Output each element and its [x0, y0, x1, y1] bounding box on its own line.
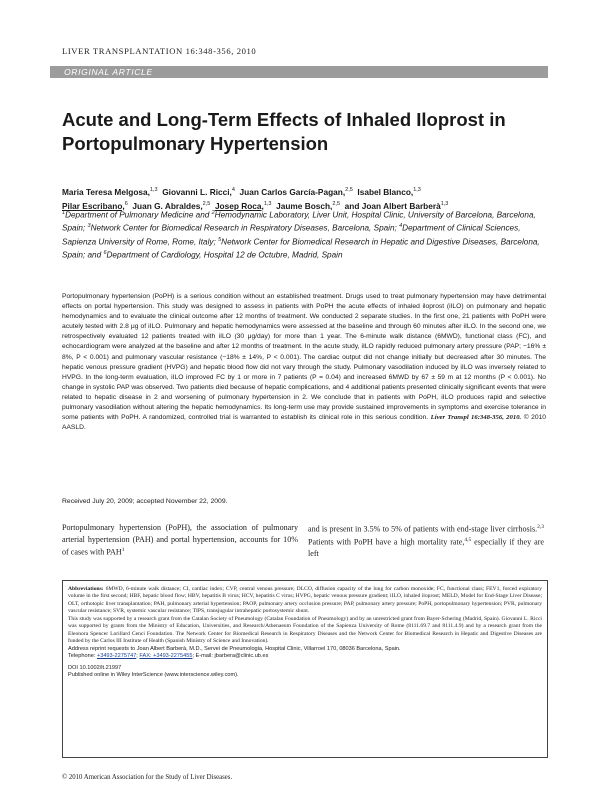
author: Juan G. Abraldes,$^{2,5}$	[132, 200, 211, 211]
funding-note: This study was supported by a research grant from the Catalan Society of Pneumology (Catalan Foundation of Pneumology) and by an unrestricted grant from Bayer-Schering (Madrid, Spain). Giovanni L. Ricci was supported by grants from the Ministry of Education, Universities, and Research/Athenaeum Foundation of the Sapienza University of Rome (8111.69.7 and 8111.4.9) and by a research grant from the Eleonora Spencer Lorillard Cenci Foundation. The Network Center for Biomedical Research in Respiratory Diseases and the Network Center for Biomedical Research in Hepatic and Digestive Diseases are funded by the Carlos III Institute of Health (Spanish Ministry of Science and Innovation).	[68, 615, 542, 645]
section-label: ORIGINAL ARTICLE	[64, 67, 153, 77]
received-dates: Received July 20, 2009; accepted November 22, 2009.	[62, 498, 228, 505]
body-column-left: Portopulmonary hypertension (PoPH), the association of pulmonary arterial hypertension (PAH) and portal hypertension, accounts for 10% of cases with PAH$^1$	[62, 523, 298, 557]
author: Isabel Blanco,$^{1,3}$	[357, 186, 421, 197]
abbreviations: Abbreviations: 6MWD, 6-minute walk distance; CI, cardiac index; CVP, central venous pressure; DLCO, diffusion capacity of the lung for carbon monoxide; FC, functional class; FEV1, forced expiratory volume in the first second; HBF, hepatic blood flow; HBV, hepatitis B virus; HCV, hepatitis C virus; HVPG, hepatic venous pressure gradient; iILO, inhaled iloprost; MELD, Model for End-Stage Liver Disease; OLT, orthotopic liver transplantation; PAH, pulmonary arterial hypertension; PAOP, pulmonary artery occlusion pressure; PAP, pulmonary artery pressure; PoPH, portopulmonary hypertension; PVR, pulmonary vascular resistance; SVR, systemic vascular resistance; TIPS, transjugular intrahepatic portosystemic shunt.	[68, 586, 542, 615]
running-head: LIVER TRANSPLANTATION 16:348-356, 2010	[62, 46, 257, 56]
telephone-link[interactable]: +3493-2275747	[96, 653, 137, 660]
copyright-footer: © 2010 American Association for the Study of Liver Diseases.	[62, 774, 233, 781]
journal-citation: Liver Transpl 16:348-356, 2010.	[430, 414, 522, 422]
abstract	[62, 292, 546, 433]
affiliations: $^1$Department of Pulmonary Medicine and $^2$Hemodynamic Laboratory, Liver Unit, Hospital Clinic, University of Barcelona, Barcelona, Spain; $^3$Network Center for Biomedical Research in Respiratory Diseases, Barcelona, Spain; $^4$Department of Clinical Sciences, Sapienza University of Rome, Rome, Italy; $^5$Network Center for Biomedical Research in Hepatic and Digestive Diseases, Barcelona, Spain; and $^6$Department of Cardiology, Hospital 12 de Octubre, Madrid, Spain	[62, 210, 540, 260]
section-label-bar	[50, 66, 548, 78]
author: Pilar Escribano,$^6$	[62, 200, 128, 211]
fax-link[interactable]: FAX: +3493-2275455	[139, 653, 193, 660]
published-online: Published online in Wiley InterScience (www.interscience.wiley.com).	[68, 671, 239, 678]
author: and Joan Albert Barberà$^{1,3}$	[344, 200, 449, 211]
author: Jaume Bosch,$^{2,5}$	[276, 200, 341, 211]
contact-line: Telephone: +3493-2275747; FAX: +3493-2275455; E-mail: jbarbera@clinic.ub.es	[68, 653, 269, 660]
author: Maria Teresa Melgosa,$^{1,3}$	[62, 186, 158, 197]
abstract-text: Portopulmonary hypertension (PoPH) is a serious condition without an established treatment. Drugs used to treat pulmonary hypertension may have detrimental effects on portal hypertension. This study was designed to assess in patients with PoPH the acute effects of inhaled iloprost (iILO) on pulmonary and hepatic hemodynamics and to evaluate the clinical outcome after 12 months of treatment. We conducted 2 separate studies. In the first one, 21 patients with PoPH were acutely tested with 2.8 μg of iILO. Pulmonary and hepatic hemodynamics were assessed at the baseline and through 60 minutes after iILO. In the second one, we retrospectively evaluated 12 patients treated with iILO (30 μg/day) for more than 1 year. The 6-minute walk distance (6MWD), functional class (FC), and echocardiogram were analyzed at the baseline and after 12 months of treatment. In the acute study, iILO rapidly reduced pulmonary artery pressure (PAP; −16% ± 8%, P < 0.001) and pulmonary vascular resistance (−18% ± 14%, P < 0.001). The cardiac output did not change initially but decreased after 30 minutes. The hepatic venous pressure gradient (HVPG) and hepatic blood flow did not vary through the study. Pulmonary vasodilation induced by iILO was inversely related to HVPG. In the long-term evaluation, iILO improved FC by 1 or more in 7 patients (P = 0.04) and increased 6MWD by 67 ± 59 m at 12 months (P < 0.001). No change in systolic PAP was observed. Two patients died because of hepatic complications, and 4 additional patients presented clinically significant events that were related to hepatic disease in 2 and worsening of pulmonary hypertension in 2. We conclude that in patients with PoPH, iILO produces rapid and selective pulmonary vasodilation without altering the hepatic hemodynamics. Its long-term use may provide sustained improvements in symptoms and exercise tolerance in some patients with PoPH. A randomized, controlled trial is warranted to establish its clinical role in this serious condition.	[62, 293, 546, 422]
abstract-copyright: © 2010 AASLD.	[62, 414, 547, 432]
footnotes	[68, 586, 542, 679]
article-title: Acute and Long-Term Effects of Inhaled Iloprost in Portopulmonary Hypertension	[62, 109, 506, 154]
author: Josep Roca,$^{1,3}$	[214, 200, 272, 211]
author: Giovanni L. Ricci,$^4$	[162, 186, 235, 197]
author: Juan Carlos García-Pagan,$^{2,5}$	[239, 186, 353, 197]
body-column-right: and is present in 3.5% to 5% of patients with end-stage liver cirrhosis.$^{2,3}$ Patients with PoPH have a high mortality rate,$^{4,5}$ especially if they are left	[308, 524, 544, 559]
reprint-address: Address reprint requests to Joan Albert Barberà, M.D., Servei de Pneumologia, Hospital Clinic, Villarroel 170, 08036 Barcelona, Spain.	[68, 645, 401, 652]
doi: DOI 10.1002/lt.21997	[68, 664, 122, 671]
